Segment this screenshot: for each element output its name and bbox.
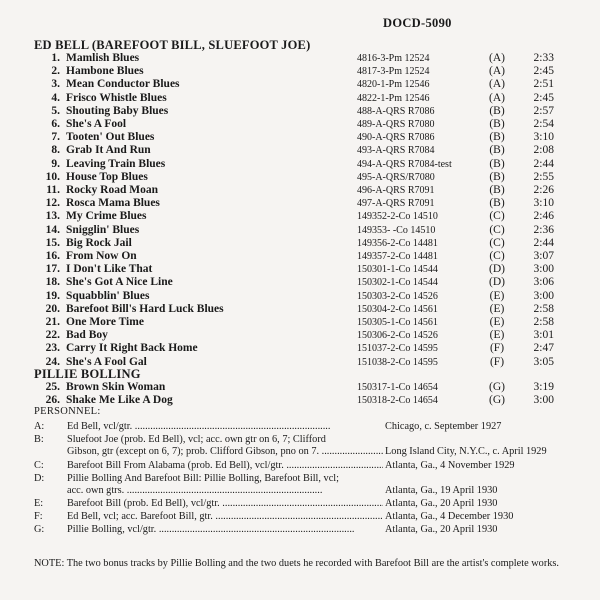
track-title: Brown Skin Woman [66, 381, 166, 393]
track-duration: 2:45 [533, 91, 554, 104]
session-code: D: [34, 473, 45, 484]
track-row [0, 184, 600, 197]
track-duration: 3:07 [533, 250, 554, 262]
track-number: 22. [45, 329, 60, 342]
session-letter: (E) [489, 329, 505, 342]
track-duration: 3:05 [533, 355, 554, 368]
session-letter: (B) [489, 104, 505, 117]
recording-place-date: Atlanta, Ga., 20 April 1930 [385, 498, 498, 509]
track-row [0, 105, 600, 118]
track-row [0, 158, 600, 171]
track-title: Mean Conductor Blues [66, 78, 180, 91]
track-title: From Now On [66, 250, 137, 262]
track-row [0, 52, 600, 65]
session-letter: (B) [489, 131, 505, 144]
matrix-number: 150305-1-Co 14561 [357, 317, 438, 328]
session-letter: (A) [489, 78, 505, 91]
track-title: My Crime Blues [66, 210, 147, 223]
session-letter: (D) [489, 276, 505, 289]
track-title: Leaving Train Blues [66, 157, 166, 170]
matrix-number: 150302-1-Co 14544 [357, 277, 438, 289]
track-title: I Don't Like That [66, 263, 153, 276]
session-code: G: [34, 524, 45, 535]
session-code: A: [34, 421, 45, 432]
session-letter: (C) [489, 210, 505, 223]
track-title: Shake Me Like A Dog [66, 394, 173, 407]
track-title: Snigglin' Blues [66, 223, 140, 236]
track-number: 19. [45, 289, 60, 302]
track-number: 5. [51, 104, 60, 117]
track-duration: 2:54 [533, 118, 554, 130]
matrix-number: 150306-2-Co 14526 [357, 330, 438, 342]
session-letter: (B) [489, 170, 505, 183]
track-title: Frisco Whistle Blues [66, 91, 167, 104]
track-row [0, 144, 600, 157]
track-row [0, 224, 600, 237]
track-title: House Top Blues [66, 170, 148, 183]
personnel-entry [0, 498, 600, 510]
track-row [0, 131, 600, 144]
session-letter: (B) [489, 184, 505, 196]
track-row [0, 118, 600, 131]
track-row [0, 381, 600, 394]
personnel-entry [0, 473, 600, 497]
track-title: Rosca Mama Blues [66, 197, 160, 210]
session-letter: (G) [489, 394, 505, 407]
matrix-number: 149353- -Co 14510 [357, 224, 436, 236]
track-duration: 2:47 [533, 342, 554, 355]
track-duration: 2:44 [533, 236, 554, 249]
track-duration: 3:00 [533, 394, 554, 407]
track-duration: 2:26 [533, 184, 554, 196]
recording-place-date: Atlanta, Ga., 19 April 1930 [385, 485, 498, 496]
track-row [0, 290, 600, 303]
track-duration: 2:58 [533, 316, 554, 328]
track-title: She's A Fool [66, 118, 127, 130]
matrix-number: 488-A-QRS R7086 [357, 105, 435, 117]
track-number: 3. [51, 78, 60, 91]
personnel-line: Sluefoot Joe (prob. Ed Bell), vcl; acc. own gtr on 6, 7; Clifford [67, 434, 326, 445]
matrix-number: 151038-2-Co 14595 [357, 356, 438, 368]
track-duration: 3:10 [533, 197, 554, 210]
matrix-number: 150317-1-Co 14654 [357, 382, 438, 393]
track-duration: 2:51 [533, 78, 554, 91]
personnel-line: Gibson, gtr (except on 6, 7); prob. Clifford Gibson, pno on 7. ..... [67, 446, 383, 457]
personnel-entry [0, 421, 600, 433]
track-number: 23. [45, 342, 60, 355]
track-row [0, 250, 600, 263]
track-duration: 2:36 [533, 223, 554, 236]
session-letter: (A) [489, 52, 505, 64]
track-row [0, 342, 600, 355]
matrix-number: 150301-1-Co 14544 [357, 264, 438, 276]
track-number: 14. [45, 223, 60, 236]
matrix-number: 150318-2-Co 14654 [357, 395, 438, 407]
track-title: Mamlish Blues [66, 52, 140, 64]
track-title: Big Rock Jail [66, 236, 132, 249]
artist-heading: PILLIE BOLLING [34, 367, 141, 381]
recording-place-date: Atlanta, Ga., 20 April 1930 [385, 524, 498, 535]
track-row [0, 263, 600, 276]
track-row [0, 303, 600, 316]
matrix-number: 4817-3-Pm 12524 [357, 66, 430, 78]
track-number: 26. [45, 394, 60, 407]
track-number: 2. [51, 65, 60, 78]
track-title: She's A Fool Gal [66, 355, 147, 368]
personnel-line: Pillie Bolling And Barefoot Bill: Pillie Bolling, Barefoot Bill, vcl; [67, 473, 340, 484]
track-duration: 3:01 [533, 329, 554, 342]
matrix-number: 150304-2-Co 14561 [357, 303, 438, 315]
matrix-number: 494-A-QRS R7084-test [357, 158, 452, 170]
track-title: Hambone Blues [66, 65, 144, 78]
track-title: Bad Boy [66, 329, 108, 342]
matrix-number: 4822-1-Pm 12546 [357, 92, 430, 104]
track-number: 20. [45, 302, 60, 315]
session-letter: (A) [489, 91, 505, 104]
matrix-number: 149356-2-Co 14481 [357, 237, 438, 249]
matrix-number: 495-A-QRS/R7080 [357, 171, 435, 183]
track-row [0, 197, 600, 210]
session-letter: (E) [489, 289, 505, 302]
session-letter: (B) [489, 197, 505, 210]
track-title: Squabblin' Blues [66, 289, 150, 302]
personnel-entry [0, 460, 600, 472]
personnel-line: acc. own gtrs. ..... [67, 485, 322, 496]
track-number: 1. [51, 52, 60, 64]
personnel-heading: PERSONNEL: [34, 406, 101, 417]
track-row [0, 276, 600, 289]
session-letter: (C) [489, 236, 505, 249]
recording-place-date: Long Island City, N.Y.C., c. April 1929 [385, 446, 547, 457]
track-title: One More Time [66, 316, 144, 328]
personnel-line: Barefoot Bill From Alabama (prob. Ed Bell), vcl/gtr. ..... [67, 460, 383, 471]
matrix-number: 151037-2-Co 14595 [357, 343, 438, 355]
track-duration: 3:00 [533, 263, 554, 276]
session-letter: (B) [489, 118, 505, 130]
track-number: 10. [45, 170, 60, 183]
matrix-number: 496-A-QRS R7091 [357, 185, 435, 196]
track-number: 6. [51, 118, 60, 130]
track-duration: 2:45 [533, 65, 554, 78]
track-duration: 3:00 [533, 289, 554, 302]
track-number: 12. [45, 197, 60, 210]
recording-place-date: Atlanta, Ga., 4 December 1930 [385, 511, 514, 522]
catalog-number: DOCD-5090 [383, 16, 452, 30]
track-row [0, 329, 600, 342]
recording-place-date: Chicago, c. September 1927 [385, 421, 502, 432]
track-title: Barefoot Bill's Hard Luck Blues [66, 302, 224, 315]
session-letter: (E) [489, 302, 505, 315]
session-code: E: [34, 498, 44, 509]
session-letter: (F) [489, 355, 505, 368]
session-letter: (A) [489, 65, 505, 78]
track-number: 16. [45, 250, 60, 262]
track-duration: 2:33 [533, 52, 554, 64]
track-duration: 2:46 [533, 210, 554, 223]
track-number: 7. [51, 131, 60, 144]
track-duration: 3:19 [533, 381, 554, 393]
track-title: Carry It Right Back Home [66, 342, 198, 355]
session-code: B: [34, 434, 44, 445]
track-number: 25. [45, 381, 60, 393]
session-letter: (F) [489, 342, 505, 355]
track-duration: 3:06 [533, 276, 554, 289]
personnel-entry [0, 524, 600, 536]
artist-heading: ED BELL (BAREFOOT BILL, SLUEFOOT JOE) [34, 38, 311, 52]
track-row [0, 210, 600, 223]
matrix-number: 493-A-QRS R7084 [357, 145, 435, 157]
matrix-number: 489-A-QRS R7080 [357, 119, 435, 130]
session-code: C: [34, 460, 44, 471]
track-duration: 2:58 [533, 302, 554, 315]
track-row [0, 171, 600, 184]
track-number: 21. [45, 316, 60, 328]
personnel-line: Ed Bell, vcl; acc. Barefoot Bill, gtr. ..... [67, 511, 383, 522]
track-duration: 2:08 [533, 144, 554, 157]
session-letter: (C) [489, 223, 505, 236]
matrix-number: 150303-2-Co 14526 [357, 290, 438, 302]
track-number: 8. [51, 144, 60, 157]
matrix-number: 490-A-QRS R7086 [357, 132, 435, 144]
track-number: 18. [45, 276, 60, 289]
track-number: 24. [45, 355, 60, 368]
personnel-entry [0, 511, 600, 523]
track-number: 15. [45, 236, 60, 249]
matrix-number: 4816-3-Pm 12524 [357, 53, 430, 64]
session-letter: (B) [489, 144, 505, 157]
track-duration: 2:44 [533, 157, 554, 170]
track-row [0, 92, 600, 105]
session-letter: (E) [489, 316, 505, 328]
session-letter: (G) [489, 381, 505, 393]
track-duration: 3:10 [533, 131, 554, 144]
matrix-number: 149357-2-Co 14481 [357, 251, 438, 262]
track-title: Tooten' Out Blues [66, 131, 155, 144]
track-row [0, 316, 600, 329]
track-row [0, 237, 600, 250]
matrix-number: 4820-1-Pm 12546 [357, 79, 430, 91]
track-row [0, 78, 600, 91]
track-number: 4. [51, 91, 60, 104]
session-letter: (C) [489, 250, 505, 262]
session-letter: (D) [489, 263, 505, 276]
personnel-line: Ed Bell, vcl/gtr. ..... [67, 421, 330, 432]
personnel-entry [0, 434, 600, 458]
recording-place-date: Atlanta, Ga., 4 November 1929 [385, 460, 515, 471]
matrix-number: 149352-2-Co 14510 [357, 211, 438, 223]
track-number: 13. [45, 210, 60, 223]
track-duration: 2:57 [533, 104, 554, 117]
matrix-number: 497-A-QRS R7091 [357, 198, 435, 210]
track-title: She's Got A Nice Line [66, 276, 173, 289]
track-title: Rocky Road Moan [66, 184, 159, 196]
track-number: 17. [45, 263, 60, 276]
session-code: F: [34, 511, 43, 522]
track-duration: 2:55 [533, 170, 554, 183]
personnel-line: Barefoot Bill (prob. Ed Bell), vcl/gtr. ..... [67, 498, 383, 509]
track-number: 11. [46, 184, 60, 196]
liner-note: NOTE: The two bonus tracks by Pillie Bolling and the two duets he recorded with Barefoot Bill are the artist's complete works. [34, 558, 559, 569]
track-title: Shouting Baby Blues [66, 104, 169, 117]
track-row [0, 65, 600, 78]
track-title: Grab It And Run [66, 144, 151, 157]
session-letter: (B) [489, 157, 505, 170]
personnel-line: Pillie Bolling, vcl/gtr. ..... [67, 524, 354, 535]
track-number: 9. [51, 157, 60, 170]
